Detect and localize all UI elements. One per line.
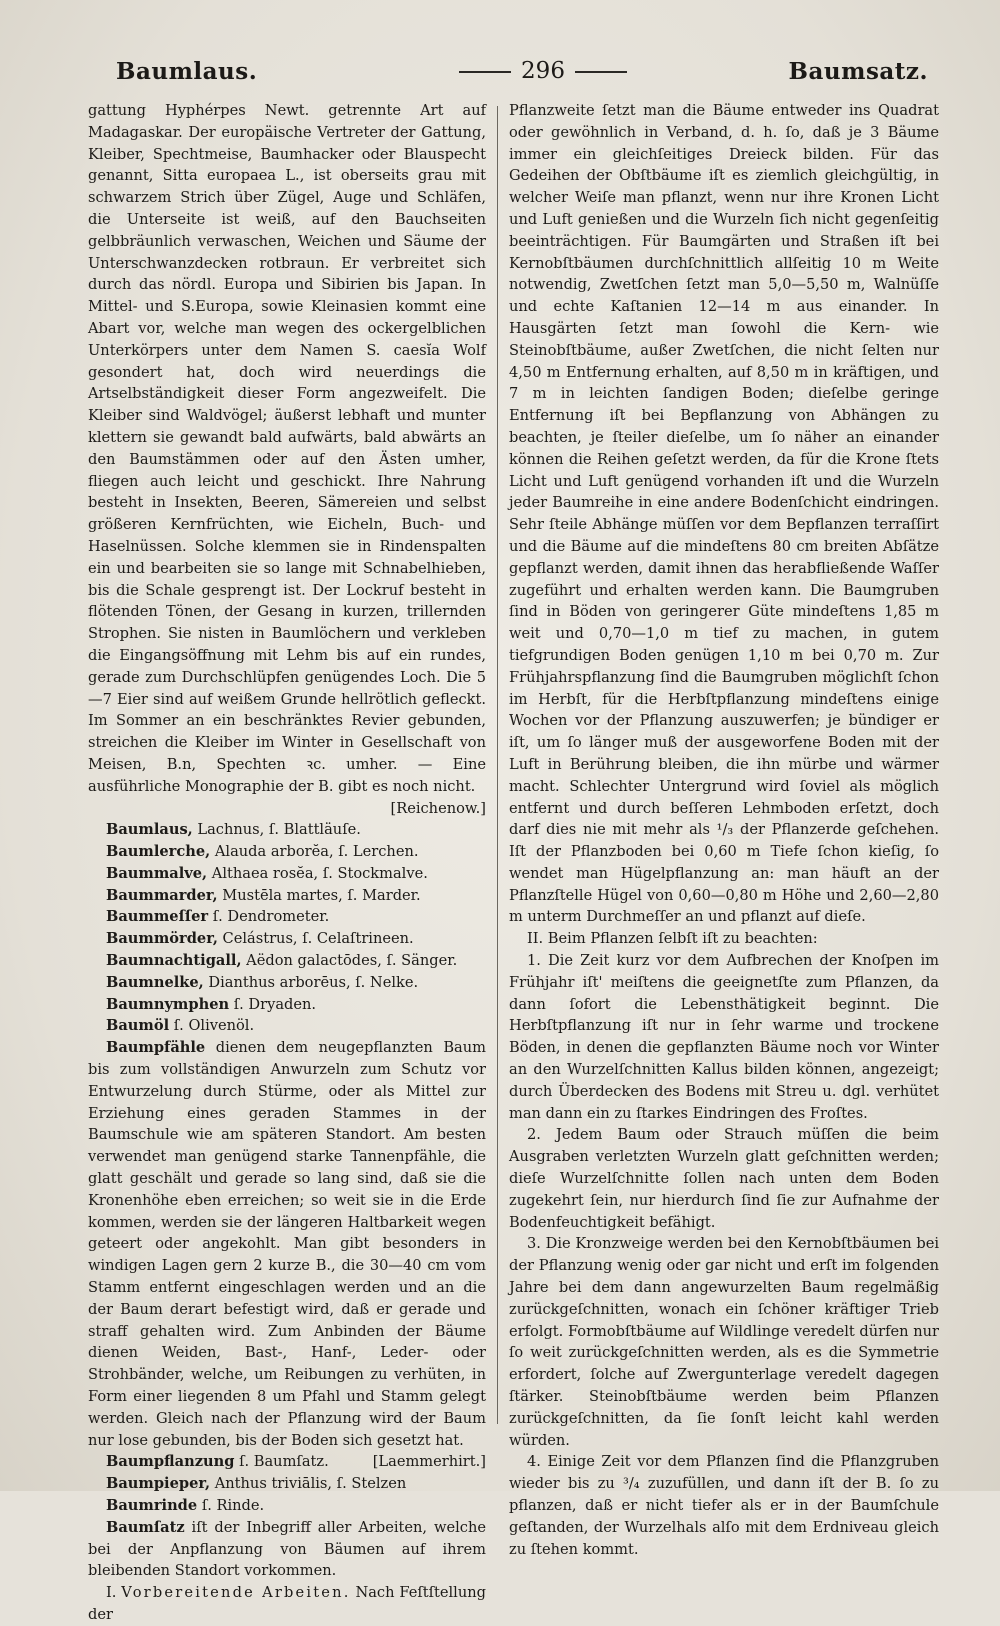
headword: Baumnachtigall, <box>106 952 242 970</box>
entry-text: Mustēla martes, ſ. Marder. <box>217 886 421 904</box>
running-head-left: Baumlaus. <box>116 58 258 85</box>
section-two-paragraph: II. Beim Pflanzen ſelbſt iſt zu beachten: <box>527 930 818 948</box>
headword: Baumſatz <box>106 1518 185 1536</box>
entry-text: Lachnus, ſ. Blattläuſe. <box>192 821 361 839</box>
kleiber-paragraph: gattung Hyphérpes Newt. getrennte Art auf Madagaskar. Der europäische Vertreter der Gattung, Kleiber, Spechtmeise, Baumhacker oder Blauspecht genannt, Sitta europaea L., ist oberseits grau mit schwarzem Strich über Zügel, Auge und Schläfen, die Unterseite ist weiß, auf den Bauchseiten gelbbräunlich verwaschen, Weichen und Säume der Unterschwanzdecken rotbraun. Er verbreitet sich durch das nördl. Europa und Sibirien bis Japan. In Mittel- und S.Europa, sowie Kleinasien kommt eine Abart vor, welche man wegen des ockergelblichen Unterkörpers unter dem Namen S. caesĭa Wolf gesondert hat, doch wird neuerdings die Artselbständigkeit dieser Form angezweifelt. Die Kleiber sind Waldvögel; äußerst lebhaft und munter klettern sie gewandt bald aufwärts, bald abwärts an den Baumstämmen oder auf den Ästen umher, fliegen auch leicht und geschickt. Ihre Nahrung besteht in Insekten, Beeren, Sämereien und selbst größeren Kernfrüchten, wie Eicheln, Buch- und Haselnüssen. Solche klemmen sie in Rindenspalten ein und bearbeiten sie so lange mit Schnabelhieben, bis die Schale gesprengt ist. Der Lockruf besteht in flötenden Tönen, der Gesang in kurzen, trillernden Strophen. Sie nisten in Baumlöchern und verkleben die Eingangsöffnung mit Lehm bis auf ein rundes, gerade zum Durchschlüpfen genügendes Loch. Die 5—7 Eier sind auf weißem Grunde hellrötlich gefleckt. Im Sommer an ein beschränktes Revier gebunden, streichen die Kleiber im Winter in Gesellschaft von Meisen, B.n, Spechten ꝛc. umher. — Eine ausführliche Monographie der B. gibt es noch nicht. <box>88 102 486 795</box>
page-number-text: 296 <box>521 58 565 84</box>
entry-baumnymphen <box>88 994 486 1016</box>
entry-text: ſ. Baumſatz. <box>234 1453 329 1471</box>
rule-three-paragraph: 3. Die Kronzweige werden bei den Kernobſtbäumen bei der Pflanzung wenig oder gar nicht und erſt im folgenden Jahre bei dem dann angewurzelten Baum regelmäßig zurückgeſchnitten, wonach ein ſchöner kräftiger Trieb erfolgt. Formobſtbäume auf Wildlinge veredelt dürfen nur ſo weit zurückgeſchnitten werden, als es die Symmetrie erfordert, ſolche auf Zwergunterlage veredelt dagegen ſtärker. Steinobſtbäume werden beim Pflanzen zurückgeſchnitten, da ſie ſonſt leicht kahl werden würden. <box>509 1235 939 1449</box>
entry-baumlerche <box>88 841 486 863</box>
headword: Baumpieper, <box>106 1475 211 1493</box>
right-column <box>509 100 939 1560</box>
section-title: Vorbereitende Arbeiten. <box>121 1584 351 1602</box>
rule-four-paragraph: 4. Einige Zeit vor dem Pflanzen ſind die Pflanzgruben wieder bis zu ³/₄ zuzufüllen, und dann iſt der B. ſo zu pflanzen, daß er nicht tiefer als er in der Baumſchule geſtanden, der Wurzelhals alſo mit dem Erdniveau gleich zu ſtehen kommt. <box>509 1453 939 1558</box>
headword: Baumlerche, <box>106 843 211 861</box>
entry-text: Celástrus, ſ. Celaſtrineen. <box>217 930 414 948</box>
headword: Baumlaus, <box>106 821 193 839</box>
headword: Baummalve, <box>106 864 208 882</box>
entry-baumoel <box>88 1015 486 1037</box>
entry-baumpflanzung <box>88 1451 486 1473</box>
entry-baummesser <box>88 906 486 928</box>
entry-text: dienen dem neugepflanzten Baum bis zum vollständigen Anwurzeln zum Schutz vor Entwurzelung durch Stürme, oder als Mittel zur Erziehung eines geraden Stammes in der Baumschule wie am späteren Standort. Am besten verwendet man genügend starke Tannenpfähle, die glatt geschält und gerade so lang sind, daß sie die Kronenhöhe eben erreichen; so weit sie in die Erde kommen, werden sie der längeren Haltbarkeit wegen geteert oder angekohlt. Man gibt besonders in windigen Lagen gern 2 kurze B., die 30—40 cm vom Stamm entfernt eingeschlagen werden und an die der Baum derart befestigt wird, daß er gerade und straff gehalten wird. Zum Anbinden der Bäume dienen Weiden, Bast-, Hanf-, Leder- oder Strohbänder, welche, um Reibungen zu verhüten, in Form einer liegenden 8 um Pfahl und Stamm gelegt werden. Gleich nach der Pflanzung wird der Baum nur lose gebunden, bis der Boden sich gesetzt hat. <box>88 1039 486 1449</box>
headword: Baummeſſer <box>106 908 209 926</box>
entry-baumlaus <box>88 819 486 841</box>
entry-baumnachtigall <box>88 950 486 972</box>
entry-baumrinde <box>88 1495 486 1517</box>
section-number: I. <box>106 1584 117 1602</box>
entry-baummarder <box>88 885 486 907</box>
entry-text: ſ. Dryaden. <box>229 995 317 1013</box>
entry-text: Aëdon galactōdes, ſ. Sänger. <box>241 952 458 970</box>
entry-text: Anthus triviālis, ſ. Stelzen <box>210 1475 407 1493</box>
section-text: Nach Feſtſtellung der <box>88 1584 486 1623</box>
entry-text: ſ. Dendrometer. <box>208 908 330 926</box>
entry-baummoerder <box>88 928 486 950</box>
left-column <box>88 100 486 1626</box>
column-divider <box>497 106 498 1424</box>
headword: Baumnelke, <box>106 973 204 991</box>
headword: Baumnymphen <box>106 995 230 1013</box>
headword: Baumpfähle <box>106 1039 206 1057</box>
entry-baumsatz <box>88 1517 486 1582</box>
headword: Baumrinde <box>106 1497 198 1514</box>
dash-left <box>459 71 511 73</box>
page-header <box>88 58 930 94</box>
author-signature: [Reichenow.] <box>390 799 486 817</box>
headword: Baummarder, <box>106 886 218 904</box>
section-one-heading <box>88 1582 486 1626</box>
entry-text: Althaea rosĕa, ſ. Stockmalve. <box>207 864 428 882</box>
planting-distance-paragraph: Pflanzweite ſetzt man die Bäume entweder ins Quadrat oder gewöhnlich in Verband, d. h. ſo, daß je 3 Bäume immer ein gleichſeitiges Dreieck bilden. Für das Gedeihen der Obſtbäume iſt es ziemlich gleichgültig, in welcher Weiſe man pflanzt, wenn nur ihre Kronen Licht und Luft genießen und die Wurzeln ſich nicht gegenſeitig beeinträchtigen. Für Baumgärten und Straßen iſt bei Kernobſtbäumen durchſchnittlich allſeitig 10 m Weite notwendig, Zwetſchen ſetzt man 5,0—5,50 m, Walnüſſe und echte Kaſtanien 12—14 m aus einander. In Hausgärten ſetzt man ſowohl die Kern- wie Steinobſtbäume, außer Zwetſchen, die nicht ſelten nur 4,50 m Entfernung erhalten, auf 8,50 m in kräftigen, und 7 m in leichten ſandigen Boden; dieſelbe geringe Entfernung iſt bei Bepflanzung von Abhängen zu beachten, je ſteiler dieſelbe, um ſo näher an einander können die Reihen geſetzt werden, da für die Krone ſtets Licht und Luft genügend vorhanden iſt und die Wurzeln jeder Baumreihe in eine andere Bodenſchicht eindringen. Sehr ſteile Abhänge müſſen vor dem Bepflanzen terraſſirt und die Bäume auf die mindeſtens 80 cm breiten Abſätze gepflanzt werden, damit ihnen das herabfließende Waſſer zugeführt und erhalten werden kann. Die Baumgruben ſind in Böden von geringerer Güte mindeſtens 1,85 m weit und 0,70—1,0 m tief zu machen, in gutem tiefgrundigen Boden genügen 1,10 m bei 0,70 m. Zur Frühjahrspflanzung ſind die Baumgruben möglichſt ſchon im Herbſt, für die Herbſtpflanzung mindeſtens einige Wochen vor der Pflanzung auszuwerfen; je bündiger er iſt, um ſo länger muß der ausgeworfene Boden mit der Luft in Berührung bleiben, die ihn mürbe und wärmer macht. Schlechter Untergrund wird ſoviel als möglich entfernt und durch beſſeren Lehmboden erſetzt, doch darf dies nie mit mehr als ¹/₃ der Pflanzerde geſchehen. Iſt der Pflanzboden bei 0,60 m Tiefe ſchon kieſig, ſo wendet man Hügelpflanzung an: man häuft an der Pflanzſtelle Hügel von 0,60—0,80 m Höhe und 2,60—2,80 m unterm Durchmeſſer an und pflanzt auf dieſe. <box>509 102 939 926</box>
dash-right <box>575 71 627 73</box>
entry-text: iſt der Inbegriff aller Arbeiten, welche bei der Anpflanzung von Bäumen auf ihrem bleibenden Standort vorkommen. <box>88 1518 486 1580</box>
running-head-right: Baumsatz. <box>788 58 928 85</box>
rule-one-paragraph: 1. Die Zeit kurz vor dem Aufbrechen der Knoſpen im Frühjahr iſt' meiſtens die geeignetſte zum Pflanzen, da dann ſofort die Lebensthätigkeit beginnt. Die Herbſtpflanzung iſt nur in ſehr warme und trockene Böden, in denen die gepflanzten Bäume noch vor Winter an den Wurzelſchnitten Kallus bilden können, angezeigt; durch Überdecken des Bodens mit Streu u. dgl. verhütet man dann ein zu ſtarkes Eindringen des Froſtes. <box>509 952 939 1122</box>
headword: Baummörder, <box>106 930 218 948</box>
entry-text: Dianthus arborēus, ſ. Nelke. <box>203 973 419 991</box>
entry-text: Alauda arborĕa, ſ. Lerchen. <box>210 843 419 861</box>
entry-baumnelke <box>88 972 486 994</box>
page-number <box>428 58 658 84</box>
entry-baumpfaehle <box>88 1037 486 1451</box>
rule-two-paragraph: 2. Jedem Baum oder Strauch müſſen die beim Ausgraben verletzten Wurzeln glatt geſchnitten werden; dieſe Wurzelſchnitte ſollen nach unten dem Boden zugekehrt ſein, nur hierdurch ſind ſie zur Aufnahme der Bodenfeuchtigkeit befähigt. <box>509 1126 939 1231</box>
entry-text: ſ. Rinde. <box>197 1497 265 1514</box>
author-signature: [Laemmerhirt.] <box>372 1453 486 1471</box>
entry-text: ſ. Olivenöl. <box>169 1017 255 1035</box>
entry-baumpieper <box>88 1473 486 1495</box>
headword: Baumpflanzung <box>106 1453 235 1471</box>
entry-baummalve <box>88 863 486 885</box>
headword: Baumöl <box>106 1017 170 1035</box>
